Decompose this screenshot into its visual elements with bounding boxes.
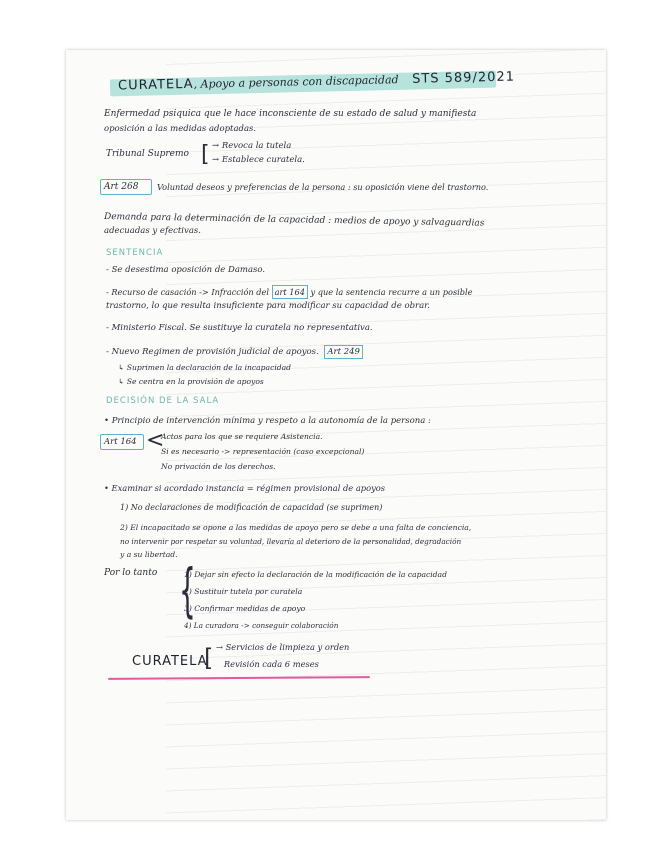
sentencia-heading: SENTENCIA [106, 248, 164, 258]
recurso-continuation: trastorno, lo que resulta insuficiente para modificar su capacidad de obrar. [106, 301, 430, 311]
supremo-item-1: → Revoca la tutela [212, 141, 292, 151]
art268-text: Voluntad deseos y preferencias de la persona : su oposición viene del trastorno. [157, 182, 489, 192]
art164-inline-tag: art 164 [272, 285, 308, 299]
por-tanto-brace: { [179, 556, 196, 624]
art164-tag: Art 164 [104, 437, 137, 447]
por-tanto-item-4: 4) La curadora -> conseguir colaboración [184, 621, 339, 630]
acto-item-2: Si es necesario -> representación (caso excepcional) [161, 447, 365, 456]
demanda-line-1: Demanda para la determinación de la capacidad : medios de apoyo y salvaguardias [103, 212, 485, 229]
ministerio-line: - Ministerio Fiscal. Se sustituye la curatela no representativa. [106, 323, 373, 333]
supremo-item-2: → Establece curatela. [212, 155, 305, 165]
supremo-label: Tribunal Supremo [106, 149, 189, 159]
nuevo-regimen-line: - Nuevo Regimen de provisión judicial de apoyos. Art 249 [106, 348, 363, 357]
title-sub: , Apoyo a personas con discapacidad [193, 73, 399, 91]
sentencia-sub-1: ↳ Suprimen la declaración de la incapacidad [118, 363, 291, 372]
intro-line-2: oposición a las medidas adoptadas. [104, 124, 257, 134]
sentencia-line-1: - Se desestima oposición de Damaso. [106, 265, 266, 275]
supremo-bracket: [ [201, 142, 210, 167]
curatela-final-bracket: [ [204, 644, 214, 672]
title-ref: STS 589/2021 [411, 69, 516, 87]
por-tanto-item-2: 2) Sustituir tutela por curatela [184, 587, 303, 596]
examinar-line: • Examinar si acordado instancia = régimen provisional de apoyos [104, 483, 386, 493]
por-tanto-item-1: 1) Dejar sin efecto la declaración de la modificación de la capacidad [184, 570, 447, 579]
demanda-line-2: adecuadas y efectivas. [104, 226, 201, 236]
sentencia-sub-2: ↳ Se centra en la provisión de apoyos [118, 377, 264, 386]
curatela-final-item-1: → Servicios de limpieza y orden [216, 642, 350, 652]
point-2a: 2) El incapacitado se opone a las medidas de apoyo pero se debe a una falta de conciencia, [120, 523, 472, 532]
decision-heading: DECISIÓN DE LA SALA [106, 396, 220, 406]
principio-line: • Principio de intervención mínima y respeto a la autonomía de la persona : [104, 416, 431, 426]
point-2c: y a su libertad. [120, 550, 178, 559]
point-2b: no intervenir por respetar su voluntad, llevaría al deterioro de la personalidad, degradación [120, 537, 462, 546]
por-tanto-item-3: 3) Confirmar medidas de apoyo [184, 604, 306, 613]
por-tanto-label: Por lo tanto [104, 568, 158, 578]
actos-bracket: < [146, 428, 165, 453]
intro-line-1: Enfermedad psiquica que le hace inconsciente de su estado de salud y manifiesta [104, 109, 477, 119]
curatela-final-label: CURATELA [132, 654, 208, 669]
acto-item-3: No privación de los derechos. [161, 462, 276, 471]
curatela-final-item-2: Revisión cada 6 meses [223, 659, 319, 669]
recurso-line: - Recurso de casación -> Infracción del art 164 y que la sentencia recurre a un posible [106, 287, 473, 297]
art268-tag: Art 268 [104, 182, 139, 192]
point-1: 1) No declaraciones de modificación de capacidad (se suprimen) [120, 503, 383, 512]
art249-tag: Art 249 [324, 345, 363, 359]
notebook-page [66, 50, 606, 820]
title-main: CURATELA [117, 76, 194, 94]
acto-item-1: Actos para los que se requiere Asistencia. [161, 432, 323, 441]
